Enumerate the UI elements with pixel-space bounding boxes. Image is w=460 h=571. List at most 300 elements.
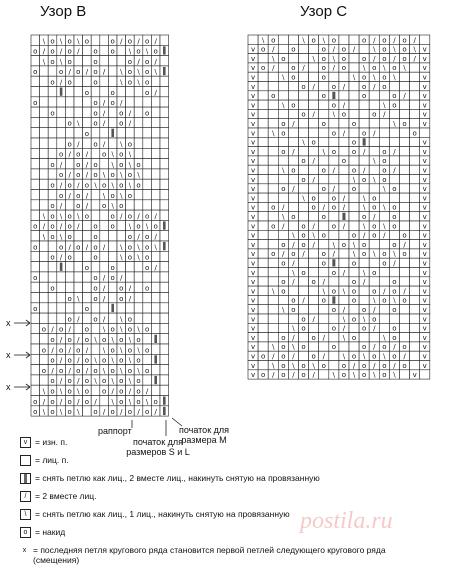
chart-cell — [400, 128, 410, 137]
yarn-over-symbol: o — [119, 387, 124, 396]
chart-cell — [379, 128, 389, 137]
yarn-over-symbol: o — [331, 147, 336, 156]
chart-cell — [319, 370, 329, 379]
chart-cell — [40, 87, 49, 97]
chart-cell — [379, 314, 389, 323]
chart-cell — [369, 119, 379, 128]
decrease-symbol: \ — [292, 361, 295, 370]
purl-symbol: v — [250, 147, 256, 156]
chart-cell — [389, 314, 399, 323]
chart-cell — [258, 193, 268, 202]
legend-item — [20, 437, 67, 448]
chart-cell — [91, 128, 100, 138]
chart-cell — [288, 54, 298, 63]
yarn-over-symbol: o — [144, 109, 150, 118]
chart-cell — [329, 333, 339, 342]
decrease-symbol: \ — [393, 371, 396, 380]
chart-cell — [83, 220, 92, 230]
decrease-symbol: / — [120, 212, 123, 221]
chart-cell — [339, 277, 349, 286]
chart-cell — [74, 231, 83, 241]
decrease-symbol: \ — [383, 64, 386, 73]
chart-cell — [151, 190, 160, 200]
decrease-symbol: / — [51, 325, 54, 334]
yarn-over-symbol: o — [392, 352, 397, 361]
start-m-label: початок для размера М — [178, 425, 230, 445]
chart-cell — [151, 251, 160, 261]
yarn-over-symbol: o — [50, 387, 55, 396]
chart-cell — [339, 147, 349, 156]
legend-text: = последняя петля кругового ряда становится первой петлей следующего кругового ряда (смещения) — [33, 545, 386, 565]
yarn-over-symbol: o — [281, 278, 286, 287]
chart-cell — [278, 175, 288, 184]
decrease-symbol: \ — [111, 377, 114, 386]
yarn-over-symbol: o — [93, 284, 98, 293]
chart-cell — [160, 179, 169, 189]
yarn-over-symbol: o — [84, 181, 90, 190]
decrease-symbol: / — [85, 171, 89, 180]
yarn-over-symbol: o — [331, 343, 336, 352]
chart-cell — [143, 159, 152, 169]
yarn-over-symbol: o — [311, 138, 316, 147]
chart-cell — [258, 230, 268, 239]
decrease-symbol: / — [85, 68, 89, 77]
purl-symbol: v — [250, 333, 256, 342]
decrease-symbol: / — [59, 181, 63, 190]
decrease-symbol: / — [302, 296, 305, 305]
chart-cell — [349, 35, 359, 44]
yarn-over-symbol: o — [382, 166, 387, 175]
decrease-symbol: / — [342, 324, 346, 333]
yarn-over-symbol: o — [261, 45, 266, 54]
decrease-symbol: / — [362, 166, 366, 175]
yarn-over-symbol: o — [362, 250, 367, 259]
yarn-over-symbol: o — [50, 181, 55, 190]
chart-cell — [91, 262, 100, 272]
yarn-over-symbol: o — [119, 284, 124, 293]
chart-cell — [160, 138, 169, 148]
decrease-symbol: \ — [137, 325, 140, 334]
chart-cell — [151, 117, 160, 127]
chart-cell — [389, 137, 399, 146]
yarn-over-symbol: o — [144, 37, 150, 46]
chart-cell — [278, 63, 288, 72]
chart-cell — [160, 56, 169, 66]
decrease-symbol: \ — [77, 408, 80, 417]
chart-cell — [278, 109, 288, 118]
yarn-over-symbol: o — [33, 222, 38, 231]
chart-cell — [91, 35, 100, 45]
yarn-over-symbol: o — [58, 171, 64, 180]
chart-cell — [288, 286, 298, 295]
yarn-over-symbol: o — [50, 336, 55, 344]
chart-cell — [400, 147, 410, 156]
purl-symbol: v — [422, 278, 427, 287]
chart-cell — [83, 107, 92, 117]
legend-text: = накид — [35, 527, 66, 537]
yarn-over-symbol: o — [301, 361, 306, 370]
purl-symbol: v — [250, 185, 256, 194]
chart-cell — [48, 117, 57, 127]
chart-cell — [143, 128, 152, 138]
yarn-over-symbol: o — [331, 101, 336, 110]
yarn-over-symbol: o — [281, 120, 286, 128]
decrease-symbol: \ — [111, 356, 114, 365]
yarn-over-symbol: o — [362, 343, 367, 352]
decrease-symbol: / — [85, 202, 89, 211]
yarn-over-symbol: o — [119, 294, 124, 303]
purl-symbol: v — [422, 306, 427, 314]
chart-cell — [74, 56, 83, 66]
decrease-symbol: \ — [94, 336, 97, 344]
chart-cell — [40, 282, 49, 292]
yarn-over-symbol: o — [301, 324, 306, 333]
decrease-symbol: \ — [120, 366, 123, 375]
chart-cell — [288, 175, 298, 184]
yarn-over-symbol: o — [362, 213, 367, 221]
yarn-over-symbol: o — [41, 325, 47, 334]
chart-cell — [134, 148, 143, 158]
decrease-symbol: \ — [128, 356, 132, 365]
decrease-symbol: / — [85, 346, 89, 355]
pattern-c-grid — [248, 35, 430, 379]
yarn-over-symbol: o — [136, 47, 141, 56]
decrease-symbol: / — [403, 92, 406, 101]
yarn-over-symbol: o — [351, 138, 357, 147]
decrease-symbol: / — [59, 222, 63, 231]
decrease-symbol: \ — [373, 296, 376, 305]
chart-cell — [151, 293, 160, 303]
yarn-over-symbol: o — [76, 160, 81, 169]
yarn-over-symbol: o — [392, 213, 397, 221]
slip-k2tog-symbol — [163, 407, 166, 415]
decrease-symbol: \ — [59, 387, 63, 396]
chart-cell — [379, 305, 389, 314]
decrease-symbol: / — [272, 45, 275, 54]
yarn-over-symbol: o — [382, 73, 387, 82]
purl-symbol: v — [422, 64, 427, 73]
chart-cell — [258, 175, 268, 184]
yarn-over-symbol: o — [67, 140, 72, 149]
decrease-symbol: \ — [42, 233, 46, 241]
chart-cell — [31, 107, 40, 117]
chart-cell — [134, 272, 143, 282]
chart-cell — [48, 303, 57, 313]
decrease-symbol: / — [59, 356, 63, 365]
chart-cell — [126, 272, 135, 282]
chart-cell — [117, 231, 126, 241]
decrease-symbol: / — [342, 222, 346, 231]
chart-cell — [410, 286, 420, 295]
chart-cell — [329, 212, 339, 221]
chart-cell — [143, 272, 152, 282]
yarn-over-symbol: o — [110, 346, 115, 355]
yarn-over-symbol: o — [136, 222, 141, 231]
chart-cell — [359, 333, 369, 342]
decrease-symbol: / — [68, 68, 71, 77]
chart-cell — [420, 35, 430, 44]
chart-cell — [339, 137, 349, 146]
yarn-over-symbol: o — [84, 325, 90, 334]
decrease-symbol: / — [102, 109, 106, 118]
chart-cell — [359, 109, 369, 118]
chart-cell — [48, 148, 57, 158]
yarn-over-symbol: o — [321, 92, 326, 101]
decrease-symbol: / — [373, 129, 376, 138]
chart-cell — [339, 230, 349, 239]
decrease-symbol: \ — [59, 212, 63, 221]
decrease-symbol: / — [282, 222, 285, 231]
decrease-symbol: / — [312, 82, 315, 91]
chart-cell — [400, 221, 410, 230]
slip-k2tog-symbol — [163, 397, 166, 405]
slip-k2tog-symbol — [332, 92, 335, 99]
decrease-symbol: / — [342, 268, 346, 277]
chart-cell — [151, 97, 160, 107]
yarn-over-symbol: o — [402, 296, 407, 305]
purl-symbol: v — [422, 166, 427, 175]
decrease-symbol: \ — [352, 240, 356, 249]
decrease-symbol: \ — [59, 37, 63, 46]
decrease-symbol: \ — [137, 171, 140, 180]
chart-cell — [319, 128, 329, 137]
chart-cell — [91, 303, 100, 313]
decrease-symbol: \ — [111, 336, 114, 344]
yarn-over-symbol: o — [58, 68, 64, 77]
chart-cell — [288, 193, 298, 202]
decrease-symbol: \ — [282, 306, 285, 314]
chart-cell — [400, 193, 410, 202]
yarn-over-symbol: o — [341, 157, 347, 166]
yarn-over-symbol: o — [84, 397, 90, 406]
chart-cell — [410, 277, 420, 286]
yarn-over-symbol: o — [281, 352, 286, 361]
yarn-over-symbol: o — [58, 191, 64, 200]
yarn-over-symbol: o — [351, 287, 357, 296]
chart-cell — [410, 119, 420, 128]
chart-cell — [108, 241, 117, 251]
yarn-over-symbol: o — [281, 361, 286, 370]
chart-cell — [400, 370, 410, 379]
chart-cell — [91, 87, 100, 97]
yarn-over-symbol: o — [67, 233, 72, 241]
chart-cell — [268, 230, 278, 239]
decrease-symbol: / — [77, 140, 80, 149]
start-sl-label: початок для размеров S и L — [126, 437, 190, 457]
chart-cell — [48, 241, 57, 251]
chart-cell — [65, 272, 74, 282]
legend-symbol-icon — [20, 473, 31, 484]
yarn-over-symbol: o — [382, 157, 387, 166]
decrease-symbol: / — [373, 306, 376, 314]
purl-symbol: v — [422, 231, 427, 240]
decrease-symbol: / — [362, 278, 366, 287]
yarn-over-symbol: o — [119, 356, 124, 365]
purl-symbol: v — [422, 296, 427, 305]
chart-cell — [288, 202, 298, 211]
decrease-symbol: \ — [137, 346, 140, 355]
decrease-symbol: / — [154, 57, 157, 66]
decrease-symbol: \ — [77, 37, 80, 46]
chart-cell — [379, 323, 389, 332]
yarn-over-symbol: o — [372, 194, 377, 203]
legend-text: = снять петлю как лиц., 2 вместе лиц., накинуть снятую на провязанную — [35, 473, 320, 483]
chart-cell — [379, 277, 389, 286]
yarn-over-symbol: o — [50, 356, 55, 365]
chart-cell — [91, 200, 100, 210]
chart-cell — [309, 258, 319, 267]
chart-cell — [126, 303, 135, 313]
decrease-symbol: / — [312, 222, 315, 231]
chart-cell — [410, 72, 420, 81]
decrease-symbol: \ — [413, 45, 416, 54]
chart-cell — [400, 100, 410, 109]
yarn-over-symbol: o — [119, 181, 124, 190]
chart-cell — [100, 396, 109, 406]
chart-cell — [369, 137, 379, 146]
chart-cell — [74, 97, 83, 107]
yarn-over-symbol: o — [84, 356, 90, 365]
chart-cell — [268, 156, 278, 165]
chart-cell — [329, 156, 339, 165]
chart-cell — [319, 109, 329, 118]
decrease-symbol: / — [342, 203, 346, 212]
slip-k2tog-symbol — [154, 355, 157, 363]
chart-cell — [339, 165, 349, 174]
decrease-symbol: \ — [362, 352, 366, 361]
chart-cell — [83, 293, 92, 303]
yarn-over-symbol: o — [382, 82, 387, 91]
chart-cell — [329, 314, 339, 323]
yarn-over-symbol: o — [93, 47, 98, 56]
chart-cell — [400, 314, 410, 323]
chart-cell — [160, 148, 169, 158]
decrease-symbol: / — [51, 366, 54, 375]
chart-cell — [31, 365, 40, 375]
yarn-over-symbol: o — [93, 160, 98, 169]
decrease-symbol: \ — [120, 243, 123, 252]
chart-cell — [48, 169, 57, 179]
decrease-symbol: / — [373, 213, 376, 221]
chart-cell — [117, 303, 126, 313]
slip-k2tog-symbol — [163, 46, 166, 54]
yarn-over-symbol: o — [301, 268, 306, 277]
decrease-symbol: \ — [59, 57, 63, 66]
chart-cell — [160, 303, 169, 313]
yarn-over-symbol: o — [127, 233, 133, 241]
yarn-over-symbol: o — [93, 68, 98, 77]
purl-symbol: v — [422, 73, 427, 82]
shift-marker: x — [6, 350, 11, 360]
decrease-symbol: / — [94, 397, 97, 406]
chart-cell — [65, 303, 74, 313]
yarn-over-symbol: o — [58, 366, 64, 375]
decrease-symbol: \ — [120, 171, 123, 180]
chart-cell — [339, 91, 349, 100]
chart-cell — [258, 100, 268, 109]
yarn-over-symbol: o — [76, 68, 81, 77]
yarn-over-symbol: o — [93, 274, 98, 283]
chart-cell — [319, 240, 329, 249]
chart-cell — [91, 385, 100, 395]
purl-symbol: v — [250, 343, 256, 352]
purl-symbol: v — [422, 213, 427, 221]
yarn-over-symbol: o — [372, 352, 377, 361]
decrease-symbol: / — [154, 233, 157, 241]
chart-cell — [349, 156, 359, 165]
chart-cell — [349, 82, 359, 91]
decrease-symbol: \ — [383, 352, 386, 361]
chart-cell — [134, 128, 143, 138]
decrease-symbol: / — [322, 278, 325, 287]
chart-cell — [309, 128, 319, 137]
yarn-over-symbol: o — [119, 119, 124, 128]
yarn-over-symbol: o — [33, 243, 38, 252]
chart-cell — [91, 210, 100, 220]
yarn-over-symbol: o — [127, 171, 133, 180]
chart-cell — [319, 221, 329, 230]
yarn-over-symbol: o — [127, 68, 133, 77]
chart-cell — [31, 313, 40, 323]
yarn-over-symbol: o — [76, 191, 81, 200]
decrease-symbol: \ — [332, 240, 336, 249]
yarn-over-symbol: o — [50, 408, 55, 417]
decrease-symbol: \ — [393, 120, 396, 128]
yarn-over-symbol: o — [261, 352, 266, 361]
yarn-over-symbol: o — [382, 36, 387, 45]
yarn-over-symbol: o — [93, 294, 98, 303]
yarn-over-symbol: o — [301, 157, 306, 166]
yarn-over-symbol: o — [321, 250, 326, 259]
chart-cell — [319, 100, 329, 109]
decrease-symbol: \ — [42, 37, 46, 46]
yarn-over-symbol: o — [301, 222, 306, 231]
decrease-symbol: / — [77, 336, 80, 344]
chart-cell — [143, 313, 152, 323]
chart-cell — [151, 303, 160, 313]
chart-cell — [299, 128, 309, 137]
decrease-symbol: \ — [332, 110, 336, 119]
chart-cell — [57, 117, 66, 127]
decrease-symbol: \ — [145, 397, 149, 406]
chart-cell — [268, 193, 278, 202]
chart-cell — [31, 148, 40, 158]
decrease-symbol: \ — [292, 343, 295, 352]
yarn-over-symbol: o — [291, 64, 296, 73]
decrease-symbol: \ — [102, 191, 106, 200]
decrease-symbol: \ — [383, 185, 386, 194]
yarn-over-symbol: o — [402, 54, 407, 63]
yarn-over-symbol: o — [33, 274, 38, 283]
legend-text: = изн. п. — [35, 437, 68, 447]
chart-cell — [299, 184, 309, 193]
yarn-over-symbol: o — [351, 185, 357, 194]
decrease-symbol: / — [137, 408, 140, 417]
slip-k2tog-symbol — [332, 259, 335, 266]
chart-cell — [31, 159, 40, 169]
yarn-over-symbol: o — [311, 278, 316, 287]
chart-cell — [400, 305, 410, 314]
chart-cell — [31, 190, 40, 200]
chart-cell — [143, 354, 152, 364]
chart-cell — [349, 193, 359, 202]
chart-cell — [100, 303, 109, 313]
yarn-over-symbol: o — [58, 325, 64, 334]
decrease-symbol: \ — [42, 57, 46, 66]
yarn-over-symbol: o — [144, 408, 150, 417]
chart-cell — [299, 165, 309, 174]
decrease-symbol: \ — [322, 287, 325, 296]
